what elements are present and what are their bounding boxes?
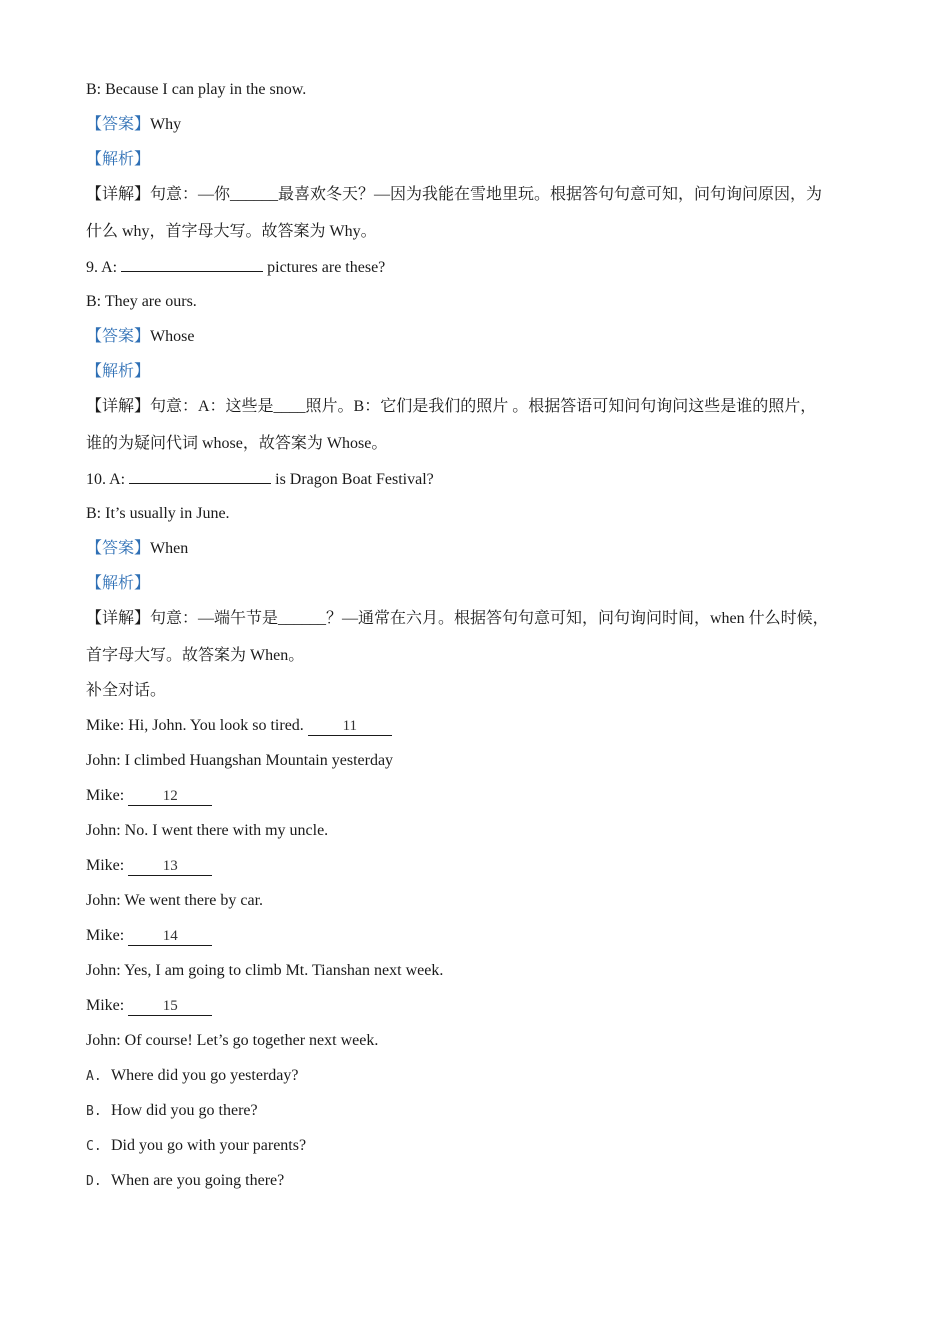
option-a[interactable] (86, 1064, 866, 1088)
analysis-tag: 【解析】 (86, 575, 151, 592)
option-text: Where did you go yesterday? (111, 1067, 299, 1084)
dialogue-instruction: 补全对话。 (86, 682, 167, 699)
answer-blank-13[interactable]: 13 (128, 857, 212, 876)
analysis-tag: 【解析】 (86, 151, 151, 168)
q8-b-line: B: Because I can play in the snow. (86, 81, 307, 98)
option-text: When are you going there? (111, 1172, 285, 1189)
option-text: How did you go there? (111, 1102, 258, 1119)
speaker: John: (86, 822, 125, 839)
speaker: Mike: (86, 787, 129, 804)
q10-blank (129, 467, 271, 484)
dialogue-line (86, 714, 866, 738)
q9-prefix: 9. A: (86, 259, 122, 276)
option-letter: B. (86, 1104, 102, 1119)
dialogue-line (86, 959, 866, 983)
dialogue-line (86, 819, 866, 843)
dialogue-text: We went there by car. (124, 892, 264, 909)
q10-prefix: 10. A: (86, 471, 130, 488)
dialogue-text: Hi, John. You look so tired. (128, 717, 308, 734)
q9-a-line (86, 255, 866, 279)
q9-blank (121, 255, 263, 272)
analysis-tag: 【解析】 (86, 363, 151, 380)
q10-answer-line (86, 537, 866, 561)
q9-answer-line (86, 325, 866, 349)
q8-answer-line (86, 113, 866, 137)
option-letter: A. (86, 1069, 102, 1084)
q10-suffix: is Dragon Boat Festival? (271, 471, 434, 488)
speaker: John: (86, 1032, 125, 1049)
answer-blank-15[interactable]: 15 (128, 997, 212, 1016)
q9-b-line: B: They are ours. (86, 293, 197, 310)
q10-detail-line2: 首字母大写。故答案为 When。 (86, 647, 305, 664)
q9-analysis-tag (86, 360, 866, 384)
dialogue-line (86, 784, 866, 808)
dialogue-text: I climbed Huangshan Mountain yesterday (124, 752, 394, 769)
dialogue-line (86, 924, 866, 948)
option-letter: C. (86, 1139, 102, 1154)
speaker: Mike: (86, 717, 129, 734)
option-d[interactable] (86, 1169, 866, 1193)
option-text: Did you go with your parents? (111, 1137, 307, 1154)
dialogue-text: No. I went there with my uncle. (124, 822, 329, 839)
dialogue-line (86, 749, 866, 773)
q9-detail-line1: 【详解】句意：A：这些是____照片。B：它们是我们的照片 。根据答语可知问句询问这些是谁的照片， (86, 398, 817, 415)
speaker: John: (86, 892, 125, 909)
option-b[interactable] (86, 1099, 866, 1123)
answer-tag: 【答案】 (86, 328, 151, 345)
speaker: John: (86, 752, 125, 769)
dialogue-text: Yes, I am going to climb Mt. Tianshan next week. (124, 962, 444, 979)
dialogue-line (86, 854, 866, 878)
speaker: John: (86, 962, 125, 979)
q10-a-line (86, 467, 866, 491)
option-letter: D. (86, 1174, 102, 1189)
dialogue-line (86, 994, 866, 1018)
dialogue-line (86, 889, 866, 913)
answer-tag: 【答案】 (86, 540, 151, 557)
q8-detail-line1: 【详解】句意：—你______最喜欢冬天？—因为我能在雪地里玩。根据答句句意可知，问句询问原因，为 (86, 186, 823, 203)
q9-answer: Whose (150, 328, 195, 345)
answer-blank-12[interactable]: 12 (128, 787, 212, 806)
q10-answer: When (150, 540, 189, 557)
q8-analysis-tag (86, 148, 866, 172)
option-c[interactable] (86, 1134, 866, 1158)
dialogue-line (86, 1029, 866, 1053)
speaker: Mike: (86, 857, 129, 874)
q10-detail-line1: 【详解】句意：—端午节是______？—通常在六月。根据答句句意可知，问句询问时间，when 什么时候， (86, 610, 829, 627)
answer-blank-11[interactable]: 11 (308, 717, 392, 736)
document-page (86, 78, 866, 1204)
q10-b-line: B: It’s usually in June. (86, 505, 230, 522)
q9-suffix: pictures are these? (263, 259, 386, 276)
speaker: Mike: (86, 997, 129, 1014)
q8-detail-line2: 什么 why，首字母大写。故答案为 Why。 (86, 223, 377, 240)
q9-detail-line2: 谁的为疑问代词 whose，故答案为 Whose。 (86, 435, 388, 452)
speaker: Mike: (86, 927, 129, 944)
answer-tag: 【答案】 (86, 116, 151, 133)
q10-analysis-tag (86, 572, 866, 596)
answer-blank-14[interactable]: 14 (128, 927, 212, 946)
q8-answer: Why (150, 116, 182, 133)
dialogue-text: Of course! Let’s go together next week. (124, 1032, 379, 1049)
